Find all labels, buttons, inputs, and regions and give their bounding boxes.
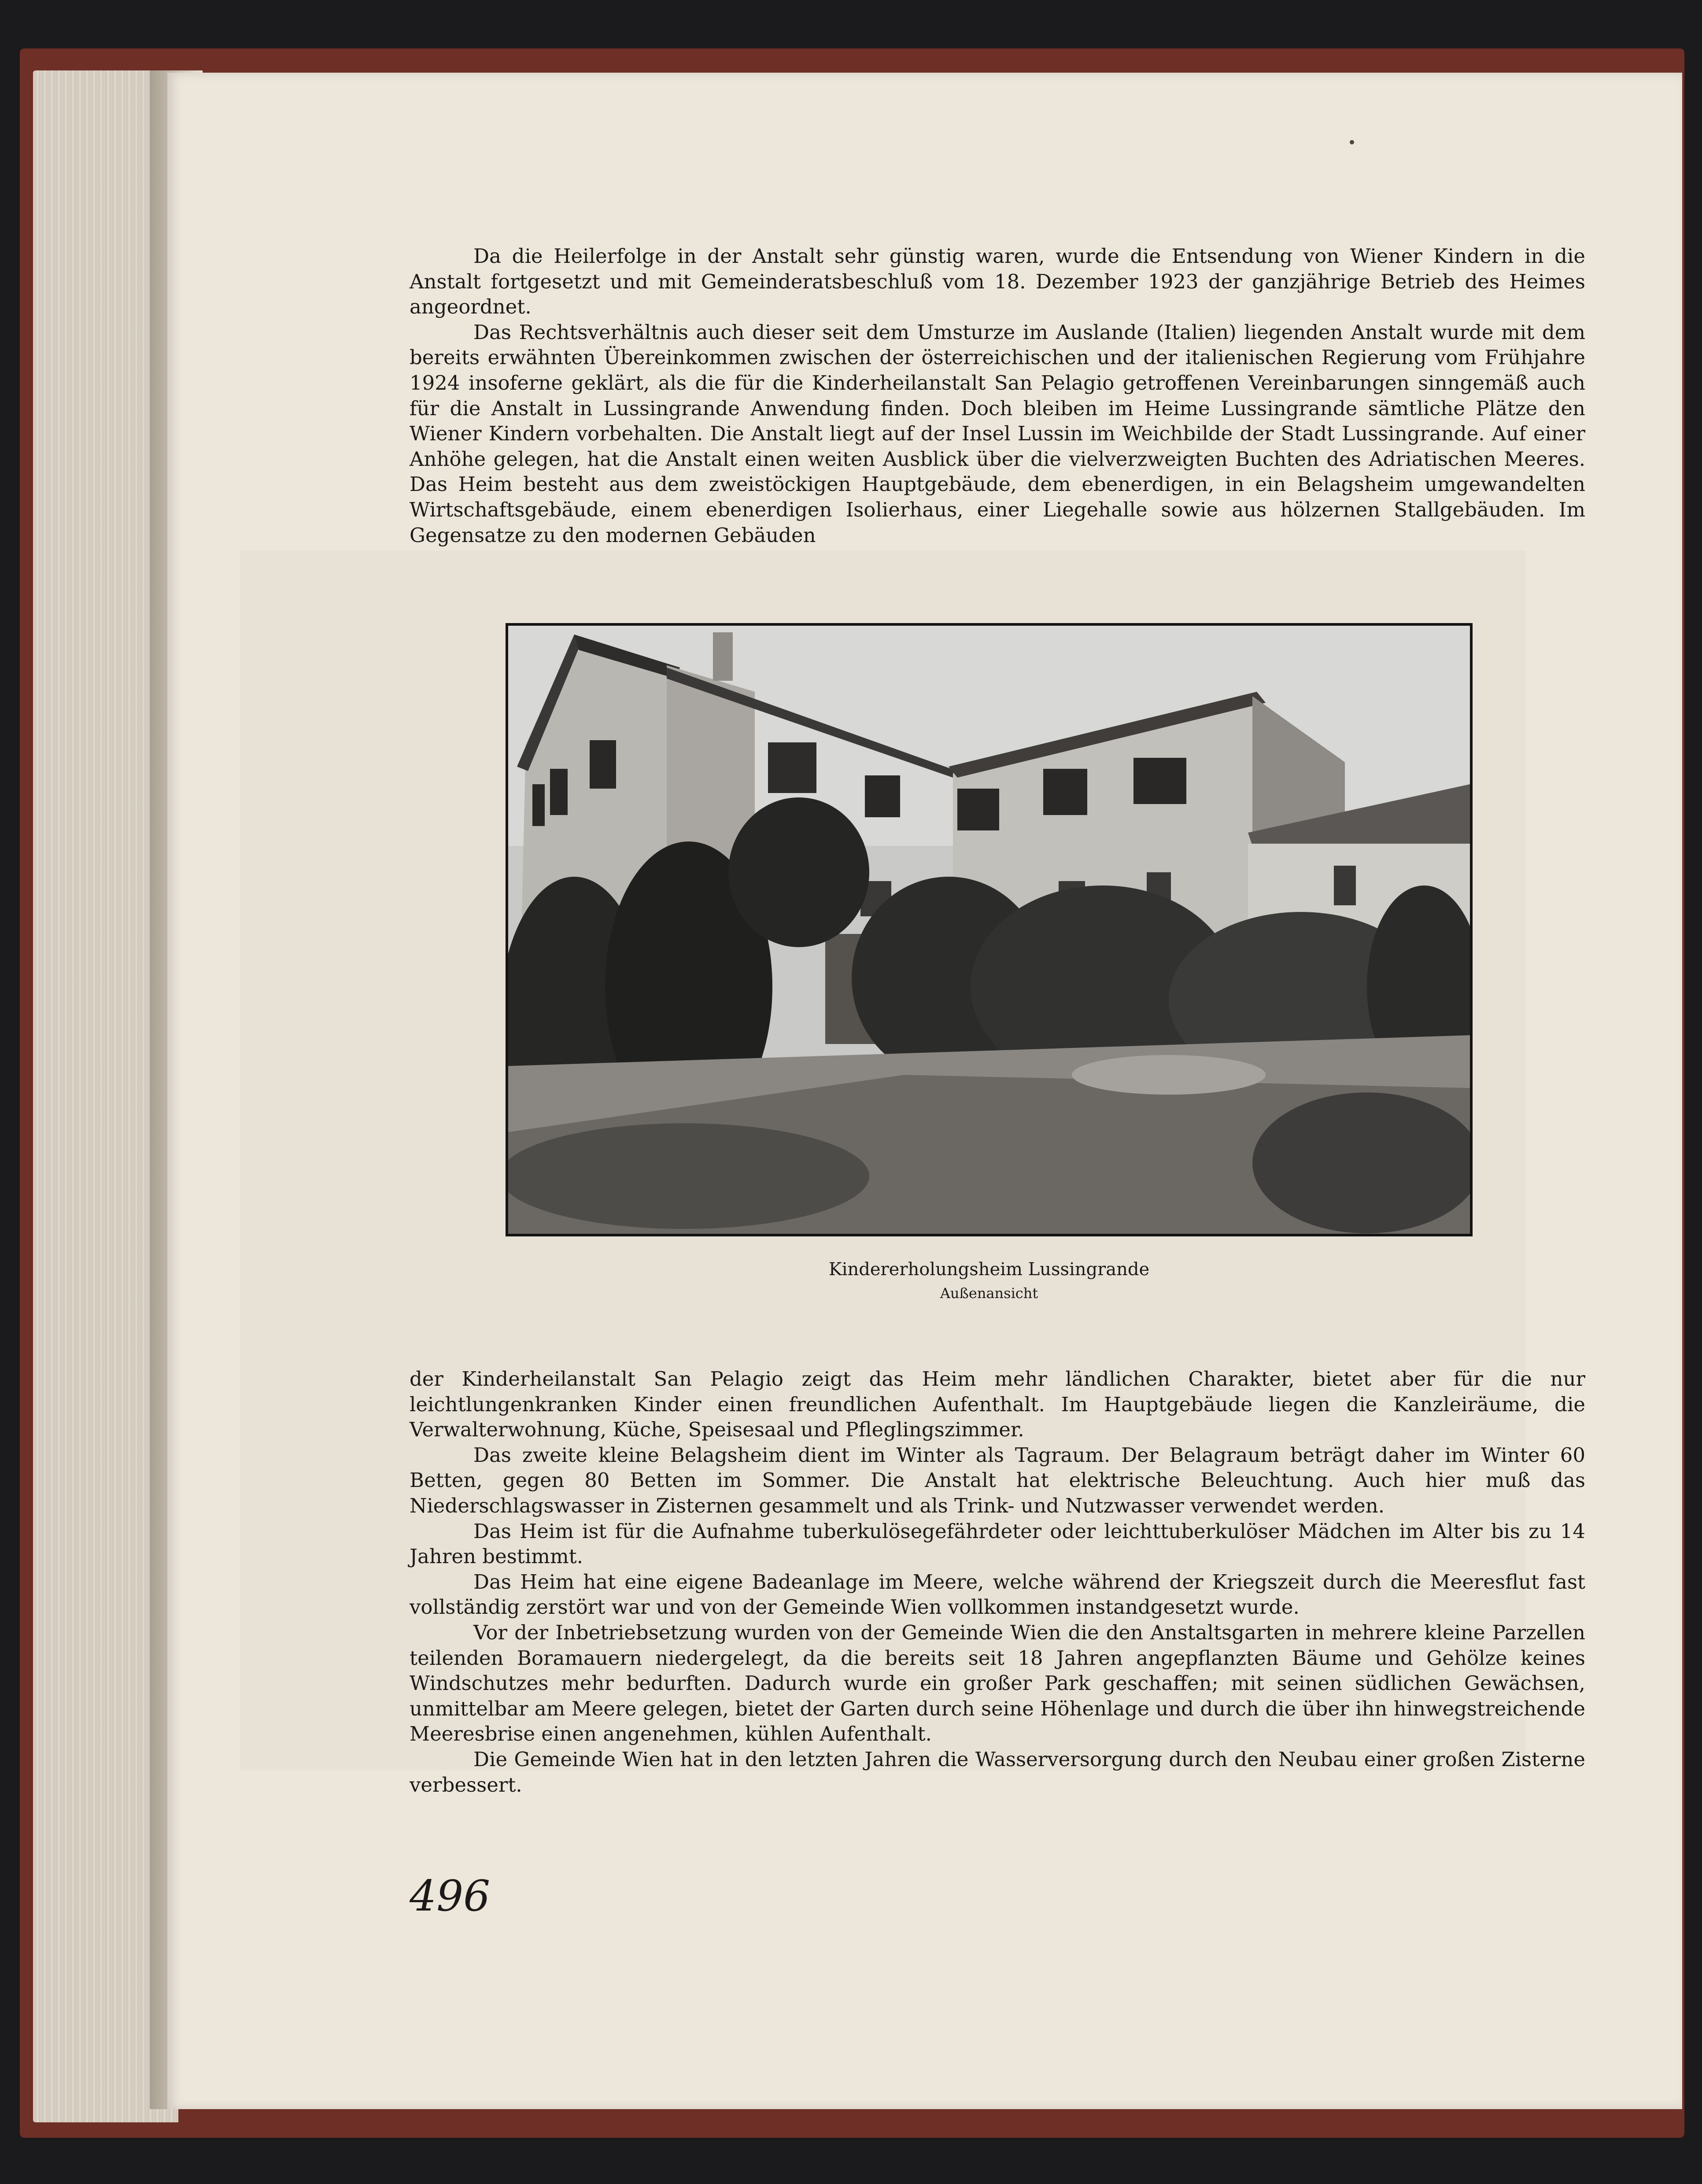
building-photo [506,623,1473,1236]
paragraph: Die Gemeinde Wien hat in den letzten Jahren die Wasserversorgung durch den Neubau einer großen Zisterne verbessert. [410,1747,1585,1797]
page-number: 496 [410,1871,491,1921]
paragraph: Das zweite kleine Belagsheim dient im Winter als Tagraum. Der Belagraum beträgt daher im Winter 60 Betten, gegen 80 Betten im Sommer. Die Anstalt hat elektrische Beleuchtung. Auch hier muß das Niederschlagswasser in Zisternen gesammelt und als Trink- und Nutzwasser verwendet werden. [410,1443,1585,1517]
text-block-bottom [410,1366,1585,1797]
paragraph: Vor der Inbetriebsetzung wurden von der Gemeinde Wien die den Anstaltsgarten in mehrere kleine Parzellen teilenden Boramauern niedergelegt, da die bereits seit 18 Jahren angepflanzten Bäume und Gehölze keines Windschutzes mehr bedurften. Dadurch wurde ein großer Park geschaffen; mit seinen südlichen Gewächsen, unmittelbar am Meere gelegen, bietet der Garten durch seine Höhenlage und durch die über ihn hinwegstreichende Meeresbrise einen angenehmen, kühlen Aufenthalt. [410,1620,1585,1746]
paragraph: Das Heim hat eine eigene Badeanlage im Meere, welche während der Kriegszeit durch die Meeresflut fast vollständig zerstört war und von der Gemeinde Wien vollkommen instandgesetzt wurde. [410,1570,1585,1619]
paragraph: der Kinderheilanstalt San Pelagio zeigt das Heim mehr ländlichen Charakter, bietet aber für die nur leichtlungenkranken Kinder einen freundlichen Aufenthalt. Im Hauptgebäude liegen die Kanzleiräume, die Verwalterwohnung, Küche, Speisesaal und Pfleglingszimmer. [410,1367,1585,1442]
paragraph: Das Heim ist für die Aufnahme tuberkulösegefährdeter oder leichttuberkulöser Mädchen im Alter bis zu 14 Jahren bestimmt. [410,1519,1585,1568]
paragraph: Das Rechtsverhältnis auch dieser seit dem Umsturze im Auslande (Italien) liegenden Anstalt wurde mit dem bereits erwähnten Übereinkommen zwischen der österreichischen und der italienischen Regierung vom Frühjahre 1924 insoferne geklärt, als die für die Kinderheilanstalt San Pelagio getroffenen Vereinbarungen sinngemäß auch für die Anstalt in Lussingrande Anwendung finden. Doch bleiben im Heime Lussingrande sämtliche Plätze den Wiener Kindern vorbehalten. Die Anstalt liegt auf der Insel Lussin im Weichbilde der Stadt Lussingrande. Auf einer Anhöhe gelegen, hat die Anstalt einen weiten Ausblick über die vielverzweigten Buchten des Adriatischen Meeres. Das Heim besteht aus dem zweistöckigen Hauptgebäude, dem ebenerdigen, in ein Belagsheim umgewandelten Wirtschaftsgebäude, einem ebenerdigen Isolierhaus, einer Liegehalle sowie aus hölzernen Stallgebäuden. Im Gegensatze zu den modernen Gebäuden [410,320,1585,547]
figure-caption-subtitle: Außenansicht [940,1285,1038,1302]
paragraph: Da die Heilerfolge in der Anstalt sehr günstig waren, wurde die Entsendung von Wiener Kindern in die Anstalt fortgesetzt und mit Gemeinderatsbeschluß vom 18. Dezember 1923 der ganzjährige Betrieb des Heimes angeordnet. [410,244,1585,319]
figure-caption-title: Kindererholungsheim Lussingrande [828,1259,1150,1280]
text-block-top [410,243,1585,548]
page-speck [1350,140,1354,144]
